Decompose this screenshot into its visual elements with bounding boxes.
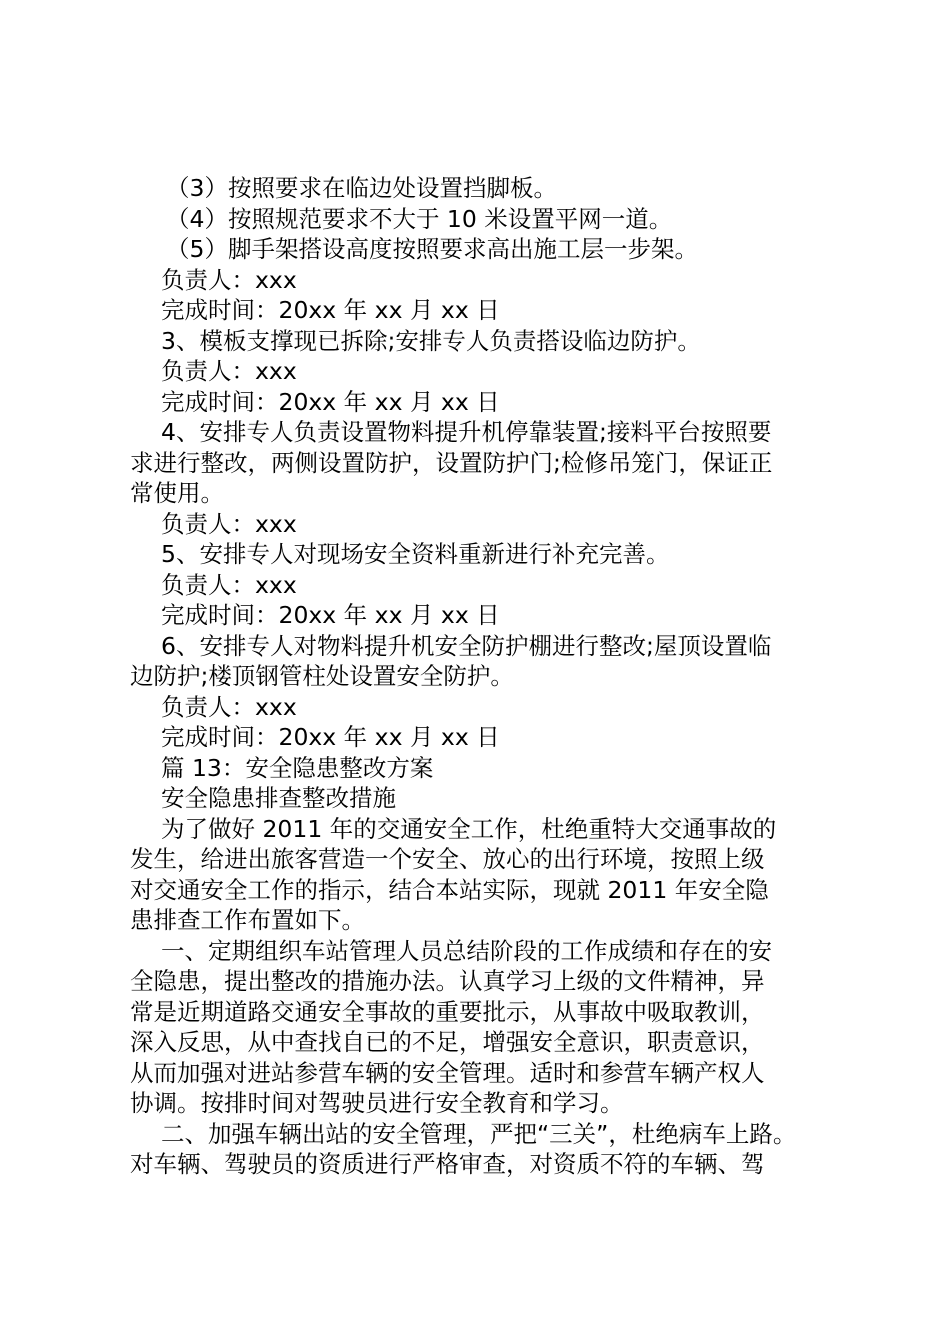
section-subheading: 安全隐患排查整改措施 <box>161 784 396 812</box>
text-line: 边防护;楼顶钢管柱处设置安全防护。 <box>130 662 514 690</box>
text-line: 完成时间：20xx 年 xx 月 xx 日 <box>161 387 500 416</box>
document-body <box>130 173 842 1180</box>
text-line: 完成时间：20xx 年 xx 月 xx 日 <box>161 601 500 629</box>
text-line: 6、安排专人对物料提升机安全防护棚进行整改;屋顶设置临 <box>161 631 772 660</box>
text-line: 5、安排专人对现场安全资料重新进行补充完善。 <box>161 540 670 568</box>
text-line: 对交通安全工作的指示，结合本站实际，现就 2011 年安全隐 <box>130 875 769 904</box>
text-line: 二、加强车辆出站的安全管理，严把“三关”，杜绝病车上路。 <box>161 1119 797 1148</box>
text-line: 负责人：xxx <box>161 570 297 599</box>
text-line: （5）脚手架搭设高度按照要求高出施工层一步架。 <box>166 235 698 263</box>
text-line: 一、定期组织车站管理人员总结阶段的工作成绩和存在的安 <box>161 936 772 965</box>
text-line: 发生，给进出旅客营造一个安全、放心的出行环境，按照上级 <box>130 845 765 873</box>
text-line: 负责人：xxx <box>161 509 297 538</box>
text-line: 患排查工作布置如下。 <box>130 906 365 934</box>
text-line: 对车辆、驾驶员的资质进行严格审查，对资质不符的车辆、驾 <box>130 1150 765 1178</box>
text-line: （4）按照规范要求不大于 10 米设置平网一道。 <box>166 204 673 233</box>
text-line: 常使用。 <box>130 479 224 507</box>
text-line: 4、安排专人负责设置物料提升机停靠装置;接料平台按照要 <box>161 418 772 446</box>
text-line: 从而加强对进站参营车辆的安全管理。适时和参营车辆产权人 <box>130 1058 765 1087</box>
text-line: 完成时间：20xx 年 xx 月 xx 日 <box>161 723 500 751</box>
section-heading: 篇 13：安全隐患整改方案 <box>161 753 434 782</box>
text-line: 深入反思，从中查找自已的不足，增强安全意识，职责意识， <box>130 1028 765 1056</box>
text-line: 负责人：xxx <box>161 265 297 294</box>
text-line: 3、模板支撑现已拆除;安排专人负责搭设临边防护。 <box>161 326 701 355</box>
text-line: 完成时间：20xx 年 xx 月 xx 日 <box>161 296 500 324</box>
text-line: 求进行整改，两侧设置防护，设置防护门;检修吊笼门，保证正 <box>130 448 773 477</box>
text-line: 负责人：xxx <box>161 357 297 385</box>
text-line: 负责人：xxx <box>161 692 297 721</box>
text-line: 为了做好 2011 年的交通安全工作，杜绝重特大交通事故的 <box>161 814 777 843</box>
text-line: 全隐患，提出整改的措施办法。认真学习上级的文件精神，异 <box>130 967 765 995</box>
text-line: 常是近期道路交通安全事故的重要批示，从事故中吸取教训， <box>130 997 765 1026</box>
text-line: （3）按照要求在临边处设置挡脚板。 <box>166 174 557 202</box>
text-line: 协调。按排时间对驾驶员进行安全教育和学习。 <box>130 1089 624 1117</box>
